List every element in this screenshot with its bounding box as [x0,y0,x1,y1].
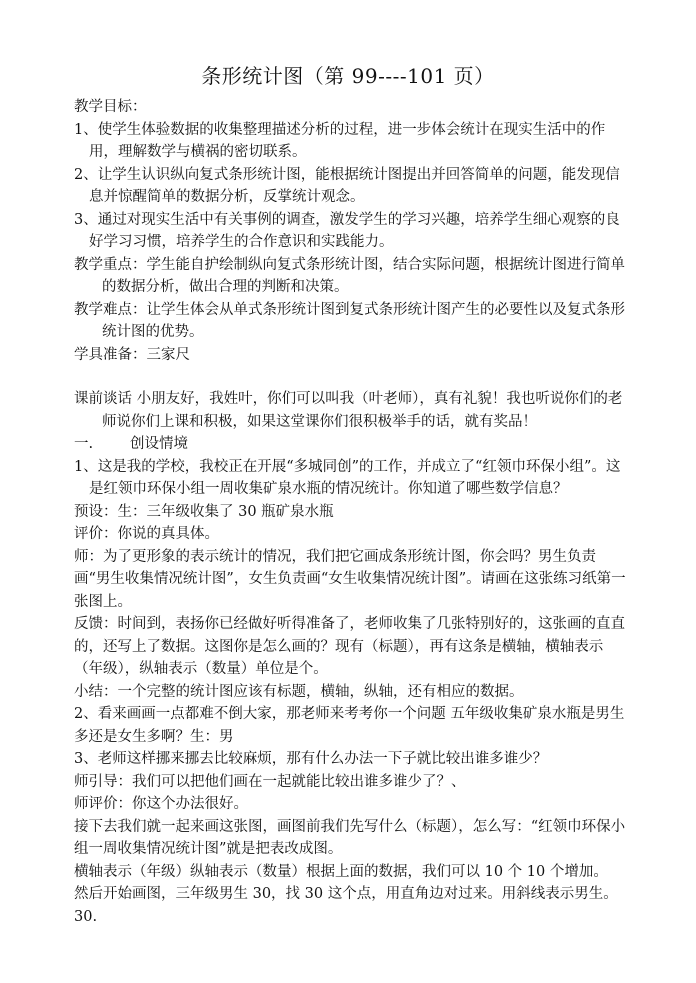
body-para-12: 横轴表示（年级）纵轴表示（数量）根据上面的数据，我们可以 10 个 10 个增加。 [74,863,608,880]
body-para-3: 评价：你说的真具体。 [74,526,219,542]
body-para-1: 1、这是我的学校，我校正在开展“多城同创”的工作，并成立了“红领巾环保小组”。这是红领巾环保小组一周收集矿泉水瓶的情况统计。你知道了哪些数学信息？ [74,458,621,497]
body-para-9: 师引导：我们可以把他们画在一起就能比较出谁多谁少了？、 [74,773,466,790]
body-para-4: 师：为了更形象的表示统计的情况，我们把它画成条形统计图，你会吗？男生负责画“男生收集情况统计图”，女生负责画“女生收集情况统计图”。请画在这张练习纸第一张图上。 [74,548,626,610]
body-para-10: 师评价：你这个办法很好。 [74,796,248,812]
page-title: 条形统计图（第 99----101 页） [201,64,495,88]
body-para-2: 预设：生：三年级收集了 30 瓶矿泉水瓶 [74,503,334,520]
body-para-5: 反馈：时间到，表扬你已经做好听得准备了，老师收集了几张特别好的，这张画的直直的，还写上了数据。这图你是怎么画的？现有（标题），再有这条是横轴，横轴表示（年级），纵轴表示（数量）单位是个。 [74,616,625,677]
objectives-heading: 教学目标： [74,99,147,115]
tools: 学具准备：三家尺 [74,346,190,363]
body-para-8: 3、老师这样挪来挪去比较麻烦，那有什么办法一下子就比较出谁多谁少？ [74,751,548,767]
body-para-7: 2、看来画画一点都难不倒大家，那老师来考考你一个问题 五年级收集矿泉水瓶是男生多还是女生多啊？生：男 [74,706,625,745]
section-heading-1: 一. 创设情境 [74,436,188,452]
body-para-6: 小结：一个完整的统计图应该有标题，横轴，纵轴，还有相应的数据。 [74,683,524,700]
spacer [74,366,630,388]
body-para-11: 接下去我们就一起来画这张图，画图前我们先写什么（标题），怎么写：“红领巾环保小组一周收集情况统计图”就是把表改成图。 [74,818,626,857]
difficulties: 教学难点：让学生体会从单式条形统计图到复式条形统计图产生的必要性以及复式条形统计图的优势。 [74,301,625,340]
body-para-13: 然后开始画图，三年级男生 30，找 30 这个点，用直角边对过来。用斜线表示男生。30. [74,886,618,925]
key-points: 教学重点：学生能自护绘制纵向复式条形统计图，结合实际问题，根据统计图进行简单的数据分析，做出合理的判断和决策。 [74,256,625,295]
objective-item-3: 3、通过对现实生活中有关事例的调查，激发学生的学习兴趣，培养学生细心观察的良好学习习惯，培养学生的合作意识和实践能力。 [74,211,620,250]
objective-item-2: 2、让学生认识纵向复式条形统计图，能根据统计图提出并回答简单的问题，能发现信息并惊醒简单的数据分析，反掌统计观念。 [74,166,620,205]
document-body [74,96,630,928]
intro-talk: 课前谈话 小朋友好，我姓叶，你们可以叫我（叶老师），真有礼貌！我也听说你们的老师说你们上课和积极，如果这堂课你们很积极举手的话，就有奖品！ [74,391,623,430]
objective-item-1: 1、使学生体验数据的收集整理描述分析的过程，进一步体会统计在现实生活中的作用，理解数学与横祸的密切联系。 [74,121,606,160]
